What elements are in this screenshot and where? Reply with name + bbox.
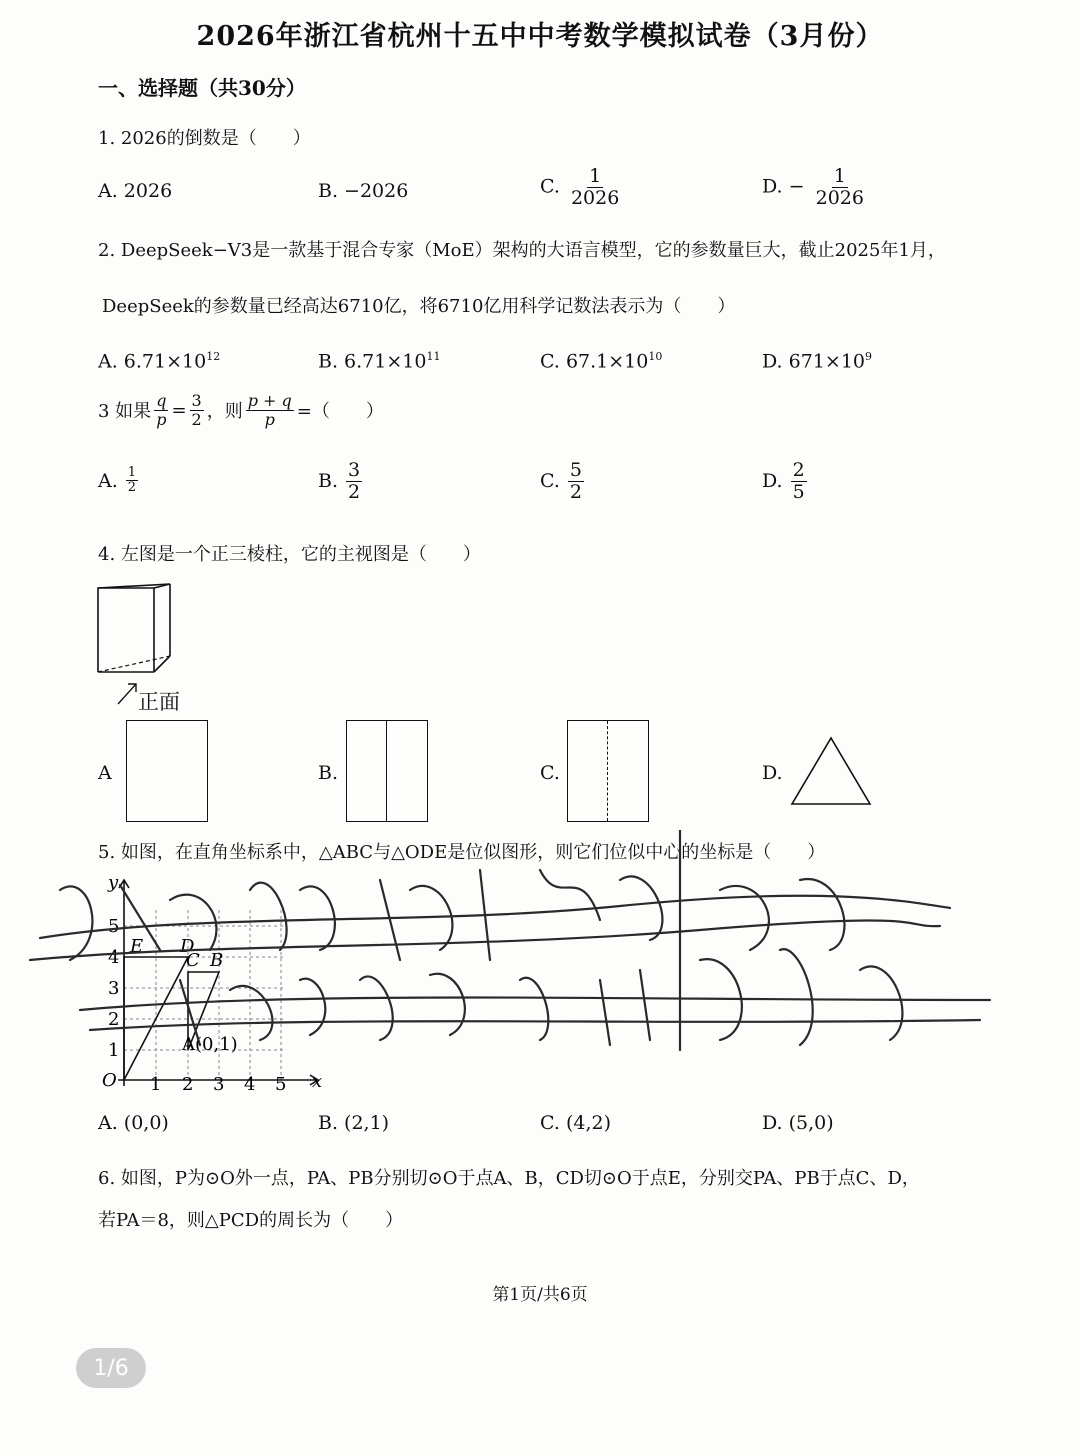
q4-option-c-label[interactable]: C. (540, 762, 560, 784)
front-label: 正面 (138, 690, 180, 714)
question-1-stem: 1. 2026的倒数是（ ） (98, 128, 311, 149)
svg-text:1: 1 (150, 1074, 162, 1095)
q3-option-b[interactable]: B. $\frac{3}{2}$ (318, 459, 361, 503)
q5-option-c[interactable]: C. (4,2) (540, 1112, 611, 1134)
svg-text:2: 2 (182, 1074, 194, 1095)
page-footer: 第1页/共6页 (492, 1285, 588, 1305)
point-e-label: E (130, 936, 144, 957)
q1-option-c[interactable]: C. $\frac{1}{2026}$ (540, 165, 620, 209)
q1-option-b[interactable]: B. −2026 (318, 180, 409, 202)
q3-option-c[interactable]: C. $\frac{5}{2}$ (540, 459, 582, 503)
q5-option-b[interactable]: B. (2,1) (318, 1112, 390, 1134)
q4-option-d-label[interactable]: D. (762, 762, 783, 784)
y-axis-label: y (108, 872, 119, 893)
q4-option-a-label[interactable]: A (98, 762, 112, 784)
q2-option-a[interactable]: A. $6.71\times 10^{12}$ (98, 350, 221, 373)
svg-text:4: 4 (108, 947, 120, 968)
question-2-stem-line1: 2. DeepSeek−V3是一款基于混合专家（MoE）架构的大语言模型，它的参数量巨大，截止2025年1月， (98, 240, 946, 261)
svg-text:3: 3 (213, 1074, 225, 1095)
question-6-stem-line2: 若PA＝8，则△PCD的周长为（ ） (98, 1210, 404, 1231)
q3-option-a[interactable]: A. $\frac{1}{2}$ (98, 465, 137, 496)
q5-option-d[interactable]: D. (5,0) (762, 1112, 834, 1134)
svg-text:4: 4 (244, 1074, 256, 1095)
q4-option-c-figure[interactable] (567, 720, 649, 822)
fraction: $\frac{1}{2026}$ (570, 165, 620, 209)
question-2-stem-line2: DeepSeek的参数量已经高达6710亿，将6710亿用科学记数法表示为（ ） (102, 296, 736, 317)
question-4-stem: 4. 左图是一个正三棱柱，它的主视图是（ ） (98, 544, 481, 565)
page-title: 2026年浙江省杭州十五中中考数学模拟试卷（3月份） (196, 21, 884, 52)
point-a-label: A(0,1) (182, 1034, 238, 1055)
section-heading: 一、选择题（共30分） (98, 76, 306, 100)
point-c-label: C (186, 950, 200, 971)
q4-option-b-figure[interactable] (346, 720, 428, 822)
svg-text:3: 3 (108, 978, 120, 999)
handwriting-scribble-overlay (0, 830, 1080, 1070)
q2-option-d[interactable]: D. $671\times 10^9$ (762, 350, 872, 373)
point-d-label: D (180, 936, 195, 957)
q1-option-a[interactable]: A. 2026 (98, 180, 173, 202)
svg-text:1: 1 (108, 1040, 120, 1061)
question-6-stem-line1: 6. 如图，P为⊙O外一点，PA、PB分别切⊙O于点A、B，CD切⊙O于点E，分别交PA、PB于点C、D， (98, 1168, 920, 1189)
q4-option-d-triangle[interactable] (788, 734, 874, 808)
x-axis-label: x (312, 1071, 323, 1092)
origin-label: O (102, 1070, 117, 1091)
q1-option-d[interactable]: D. − $\frac{1}{2026}$ (762, 165, 864, 209)
question-5-stem: 5. 如图，在直角坐标系中，△ABC与△ODE是位似图形，则它们位似中心的坐标是（ ） (98, 842, 826, 863)
q3-option-d[interactable]: D. $\frac{2}{5}$ (762, 459, 805, 503)
point-b-label: B (210, 950, 224, 971)
question-3-stem: 3 如果 $\frac{q}{p}$ = $\frac{3}{2}$ ，则 $\frac{p + q}{p}$ =（ ） (98, 391, 384, 429)
page-indicator[interactable]: 1/6 (76, 1348, 146, 1388)
svg-text:5: 5 (108, 916, 120, 937)
fraction: $\frac{1}{2026}$ (815, 165, 864, 209)
q5-option-a[interactable]: A. (0,0) (98, 1112, 169, 1134)
q4-option-a-figure[interactable] (126, 720, 208, 822)
q2-option-b[interactable]: B. $6.71\times 10^{11}$ (318, 350, 441, 373)
svg-text:2: 2 (108, 1009, 120, 1030)
q4-option-b-label[interactable]: B. (318, 762, 339, 784)
q2-option-c[interactable]: C. $67.1\times 10^{10}$ (540, 350, 663, 373)
svg-text:5: 5 (275, 1074, 287, 1095)
